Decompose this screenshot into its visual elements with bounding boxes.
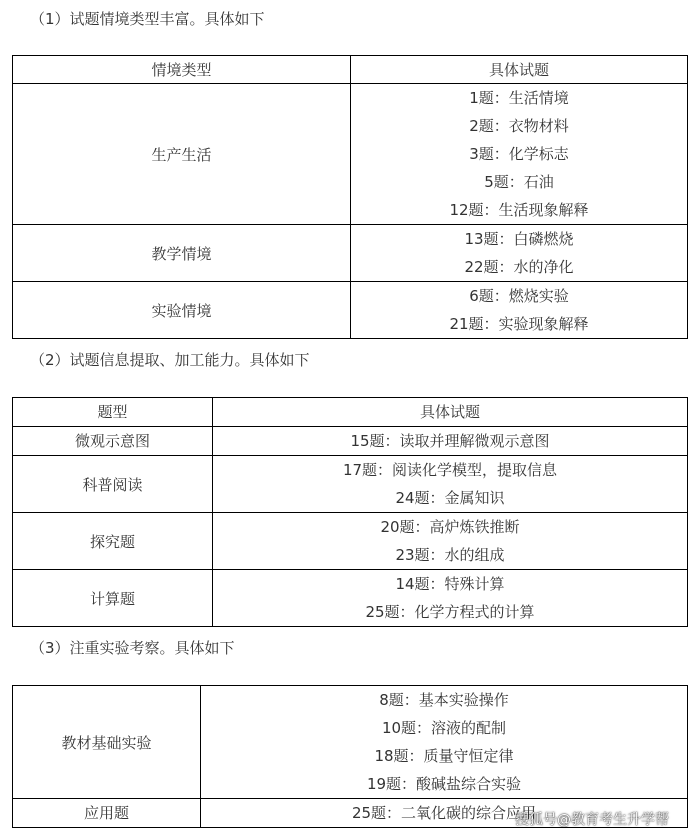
item: 18题：质量守恒定律 xyxy=(374,747,514,765)
column-header: 题型 xyxy=(13,398,213,427)
scenario-type-table xyxy=(12,55,688,339)
row-type: 微观示意图 xyxy=(13,427,213,456)
item: 21题：实验现象解释 xyxy=(449,315,589,333)
row-items: 25题：二氧化碳的综合应用 xyxy=(201,799,688,828)
section3-heading: （3）注重实验考察。具体如下 xyxy=(30,639,235,657)
item: 22题：水的净化 xyxy=(464,258,574,276)
row-items xyxy=(351,282,688,339)
table-row xyxy=(13,456,688,513)
row-type: 探究题 xyxy=(13,513,213,570)
item: 14题：特殊计算 xyxy=(395,575,505,593)
row-type: 教材基础实验 xyxy=(13,686,201,799)
item: 25题：化学方程式的计算 xyxy=(365,603,535,621)
section1-heading: （1）试题情境类型丰富。具体如下 xyxy=(30,10,265,28)
item: 13题：白磷燃烧 xyxy=(464,230,574,248)
table-row xyxy=(13,686,688,799)
row-items xyxy=(351,84,688,225)
row-type: 实验情境 xyxy=(13,282,351,339)
row-items xyxy=(213,456,688,513)
section2-heading: （2）试题信息提取、加工能力。具体如下 xyxy=(30,351,310,369)
row-type: 科普阅读 xyxy=(13,456,213,513)
column-header: 具体试题 xyxy=(213,398,688,427)
item: 20题：高炉炼铁推断 xyxy=(380,518,520,536)
item: 6题：燃烧实验 xyxy=(469,287,569,305)
experiment-table xyxy=(12,685,688,828)
row-type: 生产生活 xyxy=(13,84,351,225)
item: 8题：基本实验操作 xyxy=(379,691,509,709)
item: 19题：酸碱盐综合实验 xyxy=(366,775,522,793)
table-row xyxy=(13,225,688,282)
table-row xyxy=(13,570,688,627)
watermark: 搜狐号@教育考生升学帮 xyxy=(515,812,669,828)
item: 3题：化学标志 xyxy=(469,145,569,163)
item: 23题：水的组成 xyxy=(395,546,505,564)
item: 2题：衣物材料 xyxy=(469,117,569,135)
item: 12题：生活现象解释 xyxy=(449,201,589,219)
item: 17题：阅读化学模型，提取信息 xyxy=(342,461,558,479)
item: 1题：生活情境 xyxy=(469,89,569,107)
table-row xyxy=(13,427,688,456)
column-header: 情境类型 xyxy=(13,56,351,84)
table-row xyxy=(13,513,688,570)
info-extraction-table xyxy=(12,397,688,627)
row-items xyxy=(351,225,688,282)
item: 24题：金属知识 xyxy=(395,489,505,507)
row-type: 教学情境 xyxy=(13,225,351,282)
table-row xyxy=(13,84,688,225)
row-type: 计算题 xyxy=(13,570,213,627)
item: 5题：石油 xyxy=(484,173,554,191)
row-items xyxy=(201,686,688,799)
column-header: 具体试题 xyxy=(351,56,688,84)
row-items: 15题：读取并理解微观示意图 xyxy=(213,427,688,456)
table-row xyxy=(13,282,688,339)
row-items xyxy=(213,570,688,627)
row-items xyxy=(213,513,688,570)
item: 10题：溶液的配制 xyxy=(381,719,507,737)
row-type: 应用题 xyxy=(13,799,201,828)
